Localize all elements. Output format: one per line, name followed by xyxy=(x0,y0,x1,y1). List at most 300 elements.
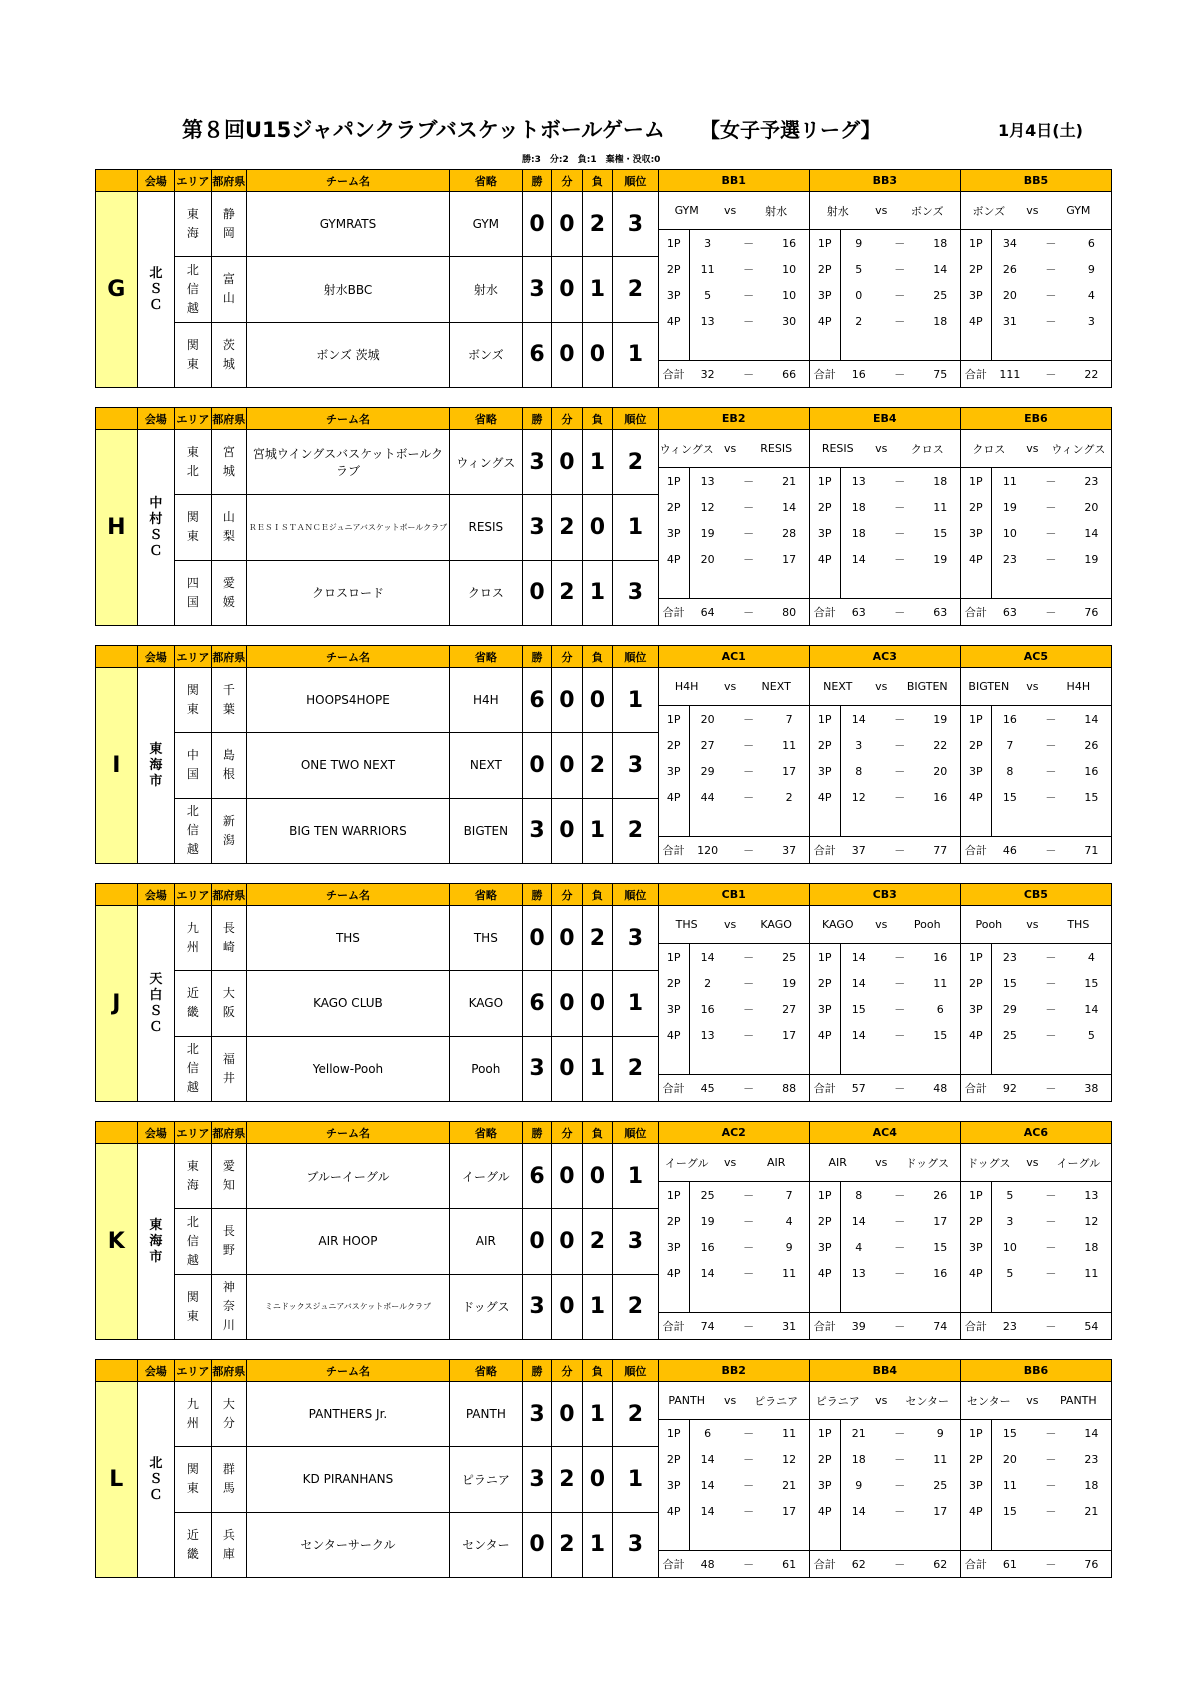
match-code-header: EB6 xyxy=(960,408,1111,430)
total-row xyxy=(961,1550,1111,1577)
score-team2: 18 xyxy=(1084,1240,1099,1254)
group-letter: I xyxy=(96,668,138,864)
group-letter: J xyxy=(96,906,138,1102)
match-team2: イーグル xyxy=(1056,1156,1101,1170)
group-letter: L xyxy=(96,1382,138,1578)
quarter-row xyxy=(810,546,960,572)
score-dash: － xyxy=(894,553,906,566)
total-row xyxy=(659,1074,809,1101)
area-header: エリア xyxy=(175,170,212,192)
area-header: エリア xyxy=(175,884,212,906)
quarter-label: 2P xyxy=(817,1452,832,1466)
abbr-header: 省略 xyxy=(449,170,522,192)
group-letter: G xyxy=(96,192,138,388)
page-title: 第８回U15ジャパンクラブバスケットボールゲーム xyxy=(182,118,665,142)
score-team2: 17 xyxy=(782,764,797,778)
total-row xyxy=(961,598,1111,625)
quarter-label: 4P xyxy=(969,790,983,804)
total-team1: 39 xyxy=(851,1319,866,1333)
total-team2: 88 xyxy=(782,1081,797,1095)
quarter-label: 1P xyxy=(817,236,832,250)
quarter-row xyxy=(810,256,960,282)
score-team1: 10 xyxy=(1002,526,1017,540)
wins: 3 xyxy=(522,495,551,560)
group-block-i xyxy=(95,645,1112,863)
wins: 6 xyxy=(522,971,551,1036)
quarter-label: 2P xyxy=(817,738,832,752)
wins: 3 xyxy=(522,257,551,322)
wins: 3 xyxy=(522,430,551,495)
wins: 0 xyxy=(522,906,551,971)
score-team1: 13 xyxy=(851,1266,866,1280)
quarter-label: 1P xyxy=(666,236,681,250)
match-code-header: AC2 xyxy=(658,1122,809,1144)
match-score-cell xyxy=(658,906,809,1102)
total-row xyxy=(810,598,960,625)
score-team2: 18 xyxy=(933,474,948,488)
score-dash: － xyxy=(1045,977,1057,990)
score-team1: 14 xyxy=(851,950,866,964)
match-score-cell xyxy=(809,430,960,626)
score-dash: － xyxy=(894,475,906,488)
quarter-divider xyxy=(991,706,992,836)
corner-cell xyxy=(96,408,138,430)
match-team1: ドッグス xyxy=(967,1156,1011,1170)
team-rank: 2 xyxy=(613,1382,659,1447)
losses: 1 xyxy=(582,430,612,495)
score-dash: － xyxy=(894,1453,906,1466)
quarter-label: 2P xyxy=(969,500,983,514)
score-dash: － xyxy=(1045,1003,1057,1016)
quarter-row xyxy=(810,732,960,758)
match-score-cell xyxy=(960,1382,1111,1578)
win-header: 勝 xyxy=(522,170,551,192)
team-name: ボンズ 茨城 xyxy=(247,322,450,387)
quarter-label: 1P xyxy=(817,474,832,488)
score-team2: 21 xyxy=(782,1478,797,1492)
score-team2: 16 xyxy=(933,950,948,964)
total-row xyxy=(810,1074,960,1101)
score-team1: 29 xyxy=(1002,1002,1017,1016)
score-dash: － xyxy=(894,606,906,619)
quarter-row xyxy=(659,1420,809,1446)
quarter-label: 3P xyxy=(817,764,832,778)
quarter-row xyxy=(810,970,960,996)
quarter-row xyxy=(961,1420,1111,1446)
score-team2: 11 xyxy=(782,1266,797,1280)
total-team2: 76 xyxy=(1084,1557,1099,1571)
quarter-divider xyxy=(689,468,690,598)
team-abbr: センター xyxy=(449,1512,522,1577)
score-team2: 18 xyxy=(1084,1478,1099,1492)
score-dash: － xyxy=(1045,553,1057,566)
quarter-label: 3P xyxy=(969,526,983,540)
quarter-row xyxy=(810,1234,960,1260)
score-dash: － xyxy=(1045,263,1057,276)
quarter-row xyxy=(659,230,809,256)
quarter-row xyxy=(659,758,809,784)
team-prefecture: 愛 知 xyxy=(211,1144,246,1209)
match-team2: AIR xyxy=(766,1156,786,1169)
score-team1: 25 xyxy=(700,1188,715,1202)
corner-cell xyxy=(96,1360,138,1382)
quarter-label: 3P xyxy=(969,1478,983,1492)
score-team2: 19 xyxy=(933,712,948,726)
match-code-header: AC3 xyxy=(809,646,960,668)
team-name: ONE TWO NEXT xyxy=(247,733,450,798)
team-rank: 1 xyxy=(613,1144,659,1209)
loss-header: 負 xyxy=(582,646,612,668)
quarter-label: 4P xyxy=(666,790,681,804)
losses: 0 xyxy=(582,668,612,733)
quarter-row xyxy=(810,1446,960,1472)
total-row xyxy=(961,1312,1111,1339)
total-label: 合計 xyxy=(662,1320,685,1333)
score-team1: 18 xyxy=(851,500,866,514)
match-team2: PANTH xyxy=(1059,1394,1097,1407)
score-team1: 19 xyxy=(700,1214,715,1228)
losses: 0 xyxy=(582,971,612,1036)
venue-header: 会場 xyxy=(137,646,175,668)
wins: 0 xyxy=(522,733,551,798)
score-team2: 17 xyxy=(933,1504,948,1518)
win-header: 勝 xyxy=(522,408,551,430)
quarter-label: 1P xyxy=(817,1188,832,1202)
score-dash: － xyxy=(1045,1215,1057,1228)
score-team2: 25 xyxy=(933,1478,948,1492)
vs-label: vs xyxy=(724,918,737,931)
score-team1: 27 xyxy=(700,738,715,752)
rank-header: 順位 xyxy=(613,884,659,906)
quarter-label: 4P xyxy=(666,1266,681,1280)
quarter-label: 3P xyxy=(666,1240,681,1254)
team-header: チーム名 xyxy=(247,646,450,668)
match-score-cell xyxy=(960,430,1111,626)
team-area: 東 海 xyxy=(175,192,212,257)
losses: 1 xyxy=(582,1036,612,1101)
quarter-divider xyxy=(991,468,992,598)
score-team1: 13 xyxy=(851,474,866,488)
team-rank: 1 xyxy=(613,668,659,733)
quarter-label: 1P xyxy=(969,236,983,250)
score-team1: 20 xyxy=(700,712,715,726)
draws: 0 xyxy=(552,192,582,257)
team-prefecture: 長 崎 xyxy=(211,906,246,971)
team-row xyxy=(96,430,1112,495)
score-dash: － xyxy=(743,475,755,488)
wins: 6 xyxy=(522,668,551,733)
wins: 3 xyxy=(522,798,551,863)
score-team2: 14 xyxy=(782,500,797,514)
team-name: HOOPS4HOPE xyxy=(247,668,450,733)
score-team2: 6 xyxy=(936,1002,944,1016)
losses: 0 xyxy=(582,1144,612,1209)
quarter-label: 4P xyxy=(817,790,832,804)
total-row xyxy=(810,836,960,863)
score-dash: － xyxy=(894,1215,906,1228)
quarter-row xyxy=(961,1498,1111,1524)
group-block-j xyxy=(95,883,1112,1101)
group-table xyxy=(95,1359,1112,1578)
score-team2: 14 xyxy=(1084,1002,1099,1016)
draws: 0 xyxy=(552,1144,582,1209)
total-label: 合計 xyxy=(813,1082,836,1095)
vs-label: vs xyxy=(724,680,737,693)
match-team1: PANTH xyxy=(668,1394,706,1407)
team-abbr: H4H xyxy=(449,668,522,733)
wins: 3 xyxy=(522,1447,551,1512)
score-team1: 6 xyxy=(704,1426,712,1440)
total-team2: 71 xyxy=(1084,843,1099,857)
score-dash: － xyxy=(743,977,755,990)
score-team2: 9 xyxy=(936,1426,944,1440)
quarter-divider xyxy=(689,944,690,1074)
team-prefecture: 兵 庫 xyxy=(211,1512,246,1577)
score-dash: － xyxy=(743,1267,755,1280)
score-team1: 7 xyxy=(1006,738,1014,752)
score-team1: 11 xyxy=(1002,474,1017,488)
quarter-row xyxy=(961,520,1111,546)
score-team1: 5 xyxy=(1006,1188,1014,1202)
score-dash: － xyxy=(743,553,755,566)
rank-header: 順位 xyxy=(613,170,659,192)
score-dash: － xyxy=(1045,844,1057,857)
quarter-label: 4P xyxy=(817,1504,832,1518)
draws: 2 xyxy=(552,495,582,560)
score-dash: － xyxy=(894,765,906,778)
total-team2: 76 xyxy=(1084,605,1099,619)
score-team2: 18 xyxy=(933,314,948,328)
total-team1: 92 xyxy=(1002,1081,1017,1095)
draws: 2 xyxy=(552,560,582,625)
quarter-row xyxy=(810,784,960,810)
score-team1: 2 xyxy=(855,314,863,328)
score-dash: － xyxy=(743,315,755,328)
match-team1: NEXT xyxy=(823,680,853,693)
score-dash: － xyxy=(1045,713,1057,726)
score-team1: 0 xyxy=(855,288,863,302)
score-dash: － xyxy=(1045,315,1057,328)
quarter-label: 1P xyxy=(666,1426,681,1440)
draws: 0 xyxy=(552,257,582,322)
score-team1: 2 xyxy=(704,976,712,990)
quarter-row xyxy=(659,256,809,282)
total-team1: 57 xyxy=(851,1081,866,1095)
quarter-label: 3P xyxy=(817,1240,832,1254)
venue-header: 会場 xyxy=(137,408,175,430)
team-area: 北 信 越 xyxy=(175,1209,212,1274)
team-rank: 3 xyxy=(613,560,659,625)
score-dash: － xyxy=(894,1082,906,1095)
score-dash: － xyxy=(894,1029,906,1042)
score-team1: 14 xyxy=(700,1452,715,1466)
vs-label: vs xyxy=(1026,918,1039,931)
quarter-label: 2P xyxy=(969,738,983,752)
wins: 3 xyxy=(522,1036,551,1101)
total-label: 合計 xyxy=(813,844,836,857)
score-team2: 11 xyxy=(933,976,948,990)
score-team1: 15 xyxy=(1002,1426,1017,1440)
score-dash: － xyxy=(894,1267,906,1280)
team-prefecture: 長 野 xyxy=(211,1209,246,1274)
score-team1: 14 xyxy=(851,1504,866,1518)
match-team2: ボンズ xyxy=(910,204,944,218)
total-label: 合計 xyxy=(662,844,685,857)
match-team1: クロス xyxy=(972,442,1006,456)
vs-label: vs xyxy=(875,1156,888,1169)
quarter-row xyxy=(961,468,1111,494)
quarter-row xyxy=(961,1446,1111,1472)
team-rank: 1 xyxy=(613,322,659,387)
team-header: チーム名 xyxy=(247,408,450,430)
match-team1: KAGO xyxy=(821,918,854,931)
losses: 2 xyxy=(582,1209,612,1274)
quarter-divider xyxy=(991,230,992,360)
team-abbr: 射水 xyxy=(449,257,522,322)
score-dash: － xyxy=(743,1189,755,1202)
score-dash: － xyxy=(894,368,906,381)
score-team2: 5 xyxy=(1087,1028,1095,1042)
quarter-label: 2P xyxy=(817,1214,832,1228)
quarter-row xyxy=(810,1208,960,1234)
team-rank: 2 xyxy=(613,430,659,495)
total-label: 合計 xyxy=(964,1082,987,1095)
score-team2: 19 xyxy=(782,976,797,990)
score-dash: － xyxy=(894,951,906,964)
total-team1: 45 xyxy=(700,1081,715,1095)
match-team2: センター xyxy=(905,1394,950,1408)
match-score-cell xyxy=(809,668,960,864)
score-dash: － xyxy=(1045,791,1057,804)
score-team1: 14 xyxy=(700,950,715,964)
team-area: 近 畿 xyxy=(175,971,212,1036)
team-header: チーム名 xyxy=(247,170,450,192)
team-abbr: ピラニア xyxy=(449,1447,522,1512)
score-team2: 25 xyxy=(782,950,797,964)
score-team2: 17 xyxy=(782,552,797,566)
score-team2: 12 xyxy=(782,1452,797,1466)
score-dash: － xyxy=(743,237,755,250)
losses: 1 xyxy=(582,1512,612,1577)
quarter-row xyxy=(810,1498,960,1524)
score-team1: 18 xyxy=(851,1452,866,1466)
score-dash: － xyxy=(894,501,906,514)
total-team1: 74 xyxy=(700,1319,715,1333)
team-prefecture: 千 葉 xyxy=(211,668,246,733)
draws: 2 xyxy=(552,1447,582,1512)
match-code-header: BB1 xyxy=(658,170,809,192)
score-dash: － xyxy=(743,1558,755,1571)
total-row xyxy=(810,360,960,387)
team-abbr: PANTH xyxy=(449,1382,522,1447)
team-area: 関 東 xyxy=(175,1274,212,1339)
score-dash: － xyxy=(743,368,755,381)
vs-label: vs xyxy=(875,918,888,931)
losses: 1 xyxy=(582,1382,612,1447)
score-team1: 14 xyxy=(700,1478,715,1492)
quarter-label: 1P xyxy=(817,950,832,964)
losses: 1 xyxy=(582,257,612,322)
match-team2: GYM xyxy=(1066,204,1091,217)
score-team2: 30 xyxy=(782,314,797,328)
total-row xyxy=(961,360,1111,387)
quarter-label: 1P xyxy=(817,1426,832,1440)
quarter-divider xyxy=(689,230,690,360)
team-area: 九 州 xyxy=(175,906,212,971)
score-team1: 23 xyxy=(1002,950,1017,964)
quarter-row xyxy=(810,1472,960,1498)
score-team2: 14 xyxy=(1084,712,1099,726)
team-prefecture: 福 井 xyxy=(211,1036,246,1101)
score-team1: 8 xyxy=(1006,764,1014,778)
total-team2: 38 xyxy=(1084,1081,1099,1095)
vs-label: vs xyxy=(1026,680,1039,693)
team-name: ブルーイーグル xyxy=(247,1144,450,1209)
total-team1: 62 xyxy=(851,1557,866,1571)
score-dash: － xyxy=(1045,475,1057,488)
group-table xyxy=(95,883,1112,1102)
team-rank: 1 xyxy=(613,495,659,560)
score-team1: 5 xyxy=(704,288,712,302)
score-dash: － xyxy=(894,263,906,276)
quarter-label: 4P xyxy=(666,314,681,328)
total-row xyxy=(659,598,809,625)
team-area: 九 州 xyxy=(175,1382,212,1447)
team-abbr: BIGTEN xyxy=(449,798,522,863)
total-team2: 80 xyxy=(782,605,797,619)
quarter-label: 2P xyxy=(666,1452,681,1466)
quarter-label: 1P xyxy=(666,474,681,488)
total-row xyxy=(961,836,1111,863)
score-team2: 14 xyxy=(1084,1426,1099,1440)
match-code-header: BB3 xyxy=(809,170,960,192)
draws: 0 xyxy=(552,798,582,863)
match-team1: ピラニア xyxy=(815,1394,860,1408)
score-dash: － xyxy=(894,237,906,250)
team-abbr: Pooh xyxy=(449,1036,522,1101)
quarter-label: 1P xyxy=(666,950,681,964)
total-label: 合計 xyxy=(964,606,987,619)
quarter-divider xyxy=(840,706,841,836)
vs-label: vs xyxy=(1026,442,1039,455)
score-team1: 16 xyxy=(700,1002,715,1016)
total-label: 合計 xyxy=(662,1558,685,1571)
score-dash: － xyxy=(1045,1029,1057,1042)
score-team2: 6 xyxy=(1087,236,1095,250)
draws: 0 xyxy=(552,1274,582,1339)
loss-header: 負 xyxy=(582,170,612,192)
match-score-cell xyxy=(658,1144,809,1340)
quarter-label: 2P xyxy=(817,500,832,514)
quarter-row xyxy=(810,944,960,970)
quarter-divider xyxy=(840,944,841,1074)
team-name: ミニドックスジュニアバスケットボールクラブ xyxy=(247,1274,450,1339)
total-label: 合計 xyxy=(813,606,836,619)
score-team1: 21 xyxy=(851,1426,866,1440)
score-team2: 15 xyxy=(933,1028,948,1042)
quarter-row xyxy=(659,970,809,996)
score-team1: 23 xyxy=(1002,552,1017,566)
team-rank: 2 xyxy=(613,798,659,863)
match-code-header: EB2 xyxy=(658,408,809,430)
total-team1: 46 xyxy=(1002,843,1017,857)
match-team1: GYM xyxy=(674,204,699,217)
losses: 1 xyxy=(582,798,612,863)
score-dash: － xyxy=(743,951,755,964)
venue-header: 会場 xyxy=(137,170,175,192)
team-area: 北 信 越 xyxy=(175,1036,212,1101)
venue-header: 会場 xyxy=(137,1122,175,1144)
